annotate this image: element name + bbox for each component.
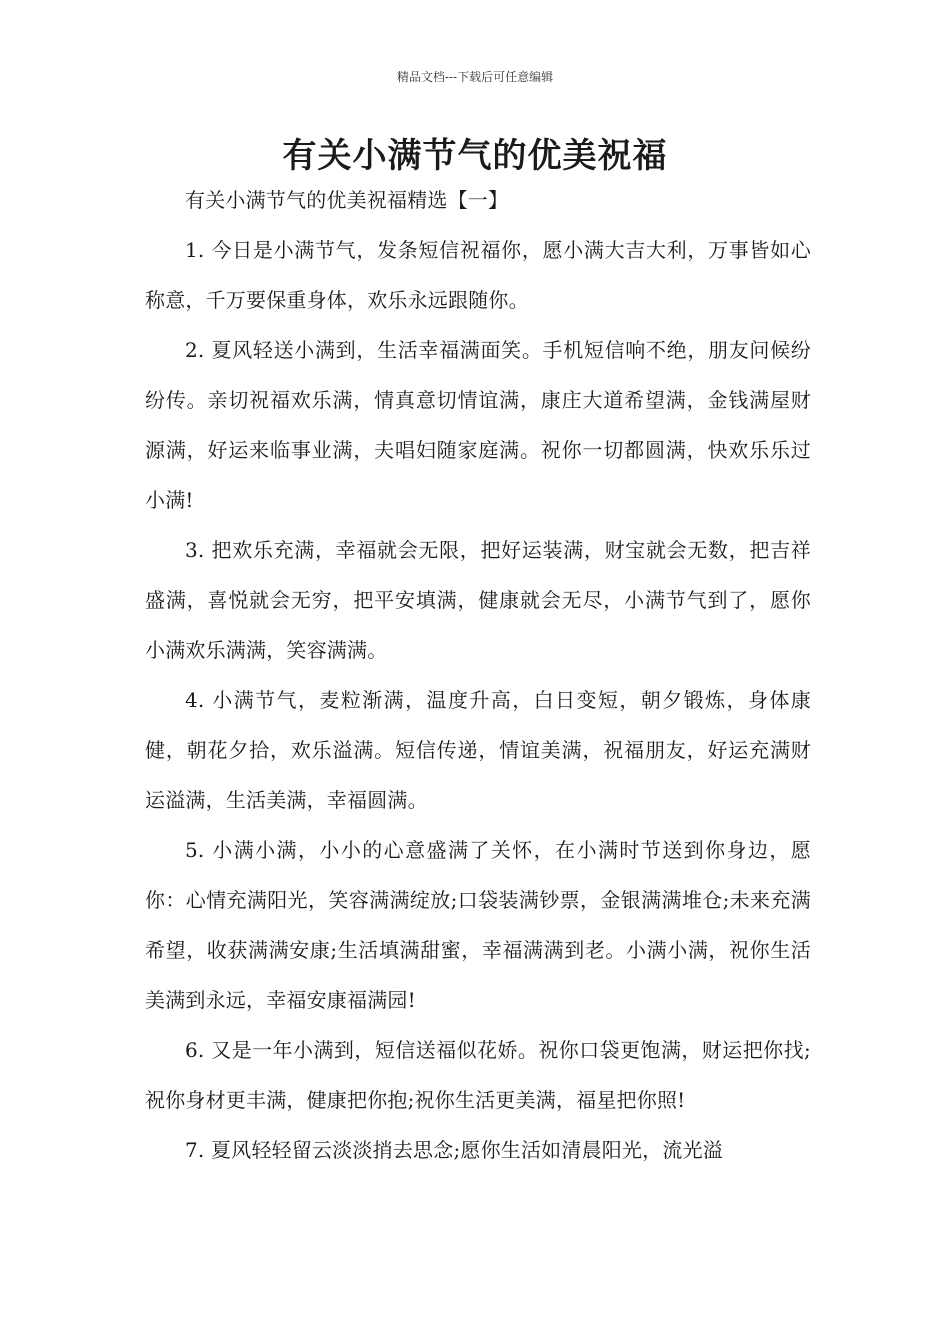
document-body xyxy=(145,175,811,1175)
paragraph-6: 6. 又是一年小满到，短信送福似花娇。祝你口袋更饱满，财运把你找;祝你身材更丰满，健康把你抱;祝你生活更美满，福星把你照! xyxy=(145,1038,811,1112)
section-subheading: 有关小满节气的优美祝福精选【一】 xyxy=(185,188,509,212)
paragraph-2: 2. 夏风轻送小满到，生活幸福满面笑。手机短信响不绝，朋友问候纷纷传。亲切祝福欢乐满，情真意切情谊满，康庄大道希望满，金钱满屋财源满，好运来临事业满，夫唱妇随家庭满。祝你一切都圆满，快欢乐乐过小满! xyxy=(145,338,811,512)
header-note: 精品文档---下载后可任意编辑 xyxy=(396,70,554,84)
document-title: 有关小满节气的优美祝福 xyxy=(282,136,668,176)
paragraph-5: 5. 小满小满，小小的心意盛满了关怀，在小满时节送到你身边，愿你：心情充满阳光，笑容满满绽放;口袋装满钞票，金银满满堆仓;未来充满希望，收获满满安康;生活填满甜蜜，幸福满满到老。小满小满，祝你生活美满到永远，幸福安康福满园! xyxy=(145,838,811,1012)
paragraph-3: 3. 把欢乐充满，幸福就会无限，把好运装满，财宝就会无数，把吉祥盛满，喜悦就会无穷，把平安填满，健康就会无尽，小满节气到了，愿你小满欢乐满满，笑容满满。 xyxy=(145,538,811,662)
paragraph-1: 1. 今日是小满节气，发条短信祝福你，愿小满大吉大利，万事皆如心称意，千万要保重身体，欢乐永远跟随你。 xyxy=(145,238,811,312)
paragraph-7: 7. 夏风轻轻留云淡淡捎去思念;愿你生活如清晨阳光，流光溢 xyxy=(185,1138,723,1162)
paragraph-4: 4. 小满节气，麦粒渐满，温度升高，白日变短，朝夕锻炼，身体康健，朝花夕拾，欢乐溢满。短信传递，情谊美满，祝福朋友，好运充满财运溢满，生活美满，幸福圆满。 xyxy=(145,688,811,812)
